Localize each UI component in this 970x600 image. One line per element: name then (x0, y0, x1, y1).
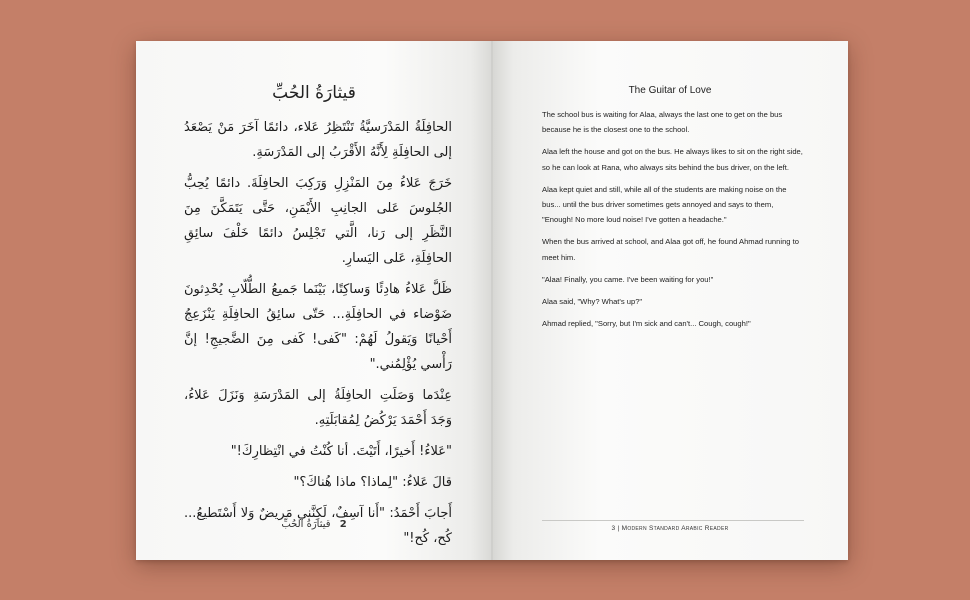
book-spine (491, 41, 493, 560)
english-paragraph: Alaa said, "Why? What's up?" (542, 297, 643, 307)
arabic-text (184, 115, 452, 557)
arabic-paragraph: عِنْدَما وَصَلَتِ الحافِلَةُ إلى المَدْرَسَةِ وَنَزَلَ عَلاءُ، وَجَدَ أَحْمَدَ يَرْكُضُ لِمُقابَلَتِهِ. (184, 388, 452, 428)
english-paragraph: Ahmad replied, "Sorry, but I'm sick and can't... Cough, cough!" (542, 319, 751, 329)
english-paragraph: Alaa left the house and got on the bus. He always likes to sit on the right side, so he can look at Rana, who always sits behind the bus driver, on the left. (542, 147, 803, 172)
arabic-paragraph: الحافِلَةُ المَدْرَسيَّةُ تَنْتَظِرُ عَلاء، دائمًا آخَرَ مَنْ يَصْعَدُ إلى الحافِلَةِ لِأَنَّهُ الأَقْرَبُ إلى المَدْرَسَةِ. (184, 120, 452, 160)
right-page-english (492, 41, 848, 560)
left-page-arabic (136, 41, 492, 560)
arabic-paragraph: "عَلاءُ! أَخيرًا، أَتَيْتَ. أنا كُنْتُ في انْتِظارِكَ!" (230, 444, 452, 459)
english-paragraph: The school bus is waiting for Alaa, always the last one to get on the bus because he is the closest one to the school. (542, 110, 783, 135)
arabic-paragraph: قالَ عَلاءُ: "لِماذا؟ ماذا هُناكَ؟" (293, 475, 452, 490)
footer-title: قيثارَةُ الحُبِّ (281, 519, 331, 530)
open-book (136, 41, 848, 560)
footer-divider (542, 520, 804, 521)
english-paragraph: "Alaa! Finally, you came. I've been waiting for you!" (542, 274, 714, 284)
left-page-footer (136, 519, 492, 530)
right-page-footer: 3 | Modern Standard Arabic Reader (611, 525, 729, 532)
english-paragraph: Alaa kept quiet and still, while all of the students are making noise on the bus... until the bus driver sometimes gets annoyed and says to them, "Enough! No more loud noise! I've gotten a headache." (542, 184, 787, 225)
arabic-paragraph: أَجابَ أَحْمَدُ: "أَنا آسِفٌ، لَكِنَّني مَريضٌ وَلا أَسْتَطيعُ... كُح، كُح!" (184, 506, 452, 546)
english-paragraph: When the bus arrived at school, and Alaa got off, he found Ahmad running to meet him. (542, 237, 799, 262)
english-title: The Guitar of Love (628, 85, 712, 96)
page-number: 2 (339, 519, 347, 530)
arabic-title: قيثارَةُ الحُبِّ (272, 83, 356, 103)
arabic-paragraph: ظَلَّ عَلاءُ هادِئًا وَساكِتًا، بَيْنَما جَميعُ الطُّلّابِ يُحْدِثونَ ضَوْضاء في الحافِلَةِ... حَتّى سائِقُ الحافِلَةِ يَنْزَعِجُ أَحْيانًا وَيَقولُ لَهُمْ: "كَفى! كَفى مِنَ الضَّجيجِ! إنَّ رَأْسي يُؤْلِمُني." (184, 282, 452, 372)
arabic-paragraph: خَرَجَ عَلاءُ مِنَ المَنْزِلِ وَرَكِبَ الحافِلَةَ. دائمًا يُحِبُّ الجُلوسَ عَلى الجانِبِ الأَيْمَنِ، حَتَّى يَتَمَكَّنَ مِنَ النَّظَرِ إلى رَنا، الَّتي تَجْلِسُ دائمًا خَلْفَ سائِقِ الحافِلَةِ، عَلى اليَسارِ. (184, 176, 452, 266)
english-text (542, 107, 804, 338)
